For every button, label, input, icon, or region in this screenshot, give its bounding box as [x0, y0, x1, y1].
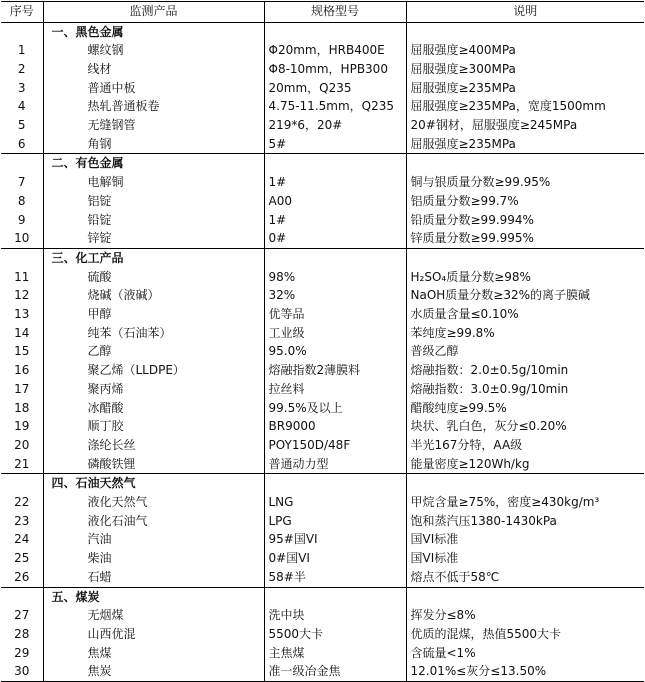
- row-product: 热轧普通板卷: [43, 97, 264, 116]
- row-index: 10: [14, 231, 30, 246]
- row-index: 21: [14, 456, 30, 471]
- row-index: 7: [17, 175, 26, 190]
- row-note: 铜与银质量分数≥99.95%: [406, 173, 644, 192]
- row-spec: 95.0%: [264, 342, 406, 361]
- category-name: 二、有色金属: [43, 154, 264, 173]
- row-note: 水质量含量≤0.10%: [406, 305, 644, 324]
- category-note-cell: [406, 587, 644, 606]
- category-note-cell: [406, 474, 644, 493]
- row-product: 焦炭: [43, 662, 264, 681]
- row-product: 山西优混: [43, 625, 264, 644]
- row-index: 30: [14, 664, 30, 679]
- row-spec: 0#国VI: [264, 549, 406, 568]
- row-index: 28: [14, 627, 30, 641]
- row-index: 2: [17, 61, 26, 76]
- row-index: 13: [14, 307, 30, 322]
- row-product: 液化天然气: [43, 493, 264, 512]
- table-body: [1, 22, 644, 682]
- row-note: 熔点不低于58℃: [406, 568, 644, 587]
- row-note: 20#钢材，屈服强度≥245MPa: [406, 116, 644, 135]
- row-note: 普级乙醇: [406, 342, 644, 361]
- header-index: 序号: [9, 4, 34, 19]
- table-row: [1, 417, 644, 436]
- row-note: 熔融指数：2.0±0.5g/10min: [406, 361, 644, 380]
- row-product: 铅锭: [43, 211, 264, 230]
- row-index: 17: [14, 381, 30, 396]
- row-note: 挥发分≤8%: [406, 606, 644, 625]
- row-spec: 普通动力型: [264, 455, 406, 474]
- row-note: 12.01%≤灰分≤13.50%: [406, 662, 644, 681]
- row-product: 涤纶长丝: [43, 436, 264, 455]
- row-spec: 4.75-11.5mm，Q235: [264, 97, 406, 116]
- row-spec: 99.5%及以上: [264, 399, 406, 418]
- row-product: 顺丁胶: [43, 417, 264, 436]
- row-product: 液化石油气: [43, 512, 264, 531]
- row-spec: LPG: [264, 512, 406, 531]
- row-spec: LNG: [264, 493, 406, 512]
- row-index: 5: [17, 118, 26, 133]
- table-row: [1, 399, 644, 418]
- header-product: 监测产品: [43, 2, 264, 23]
- table-row: [1, 324, 644, 343]
- row-index: 24: [14, 532, 30, 547]
- row-product: 无烟煤: [43, 606, 264, 625]
- table-row: [1, 380, 644, 399]
- table-row: [1, 493, 644, 512]
- row-index: 26: [14, 569, 30, 584]
- row-note: 能量密度≥120Wh/kg: [406, 455, 644, 474]
- category-name: 四、石油天然气: [43, 474, 264, 493]
- row-index: 11: [14, 269, 30, 284]
- row-note: 锌质量分数≥99.995%: [406, 229, 644, 248]
- table-row: [1, 97, 644, 116]
- row-index: 9: [17, 212, 26, 227]
- row-spec: 洗中块: [264, 606, 406, 625]
- row-product: 聚乙烯（LLDPE）: [43, 361, 264, 380]
- row-index: 20: [14, 437, 30, 452]
- row-product: 普通中板: [43, 79, 264, 98]
- row-spec: 219*6，20#: [264, 116, 406, 135]
- row-spec: 拉丝料: [264, 380, 406, 399]
- row-spec: 1#: [264, 211, 406, 230]
- row-note: 优质的混煤，热值5500大卡: [406, 625, 644, 644]
- row-spec: 58#半: [264, 568, 406, 587]
- category-row: [1, 22, 644, 41]
- category-note-cell: [406, 154, 644, 173]
- row-spec: POY150D/48F: [264, 436, 406, 455]
- header-note: 说明: [406, 2, 644, 23]
- row-note: 甲烷含量≥75%，密度≥430kg/m³: [406, 493, 644, 512]
- row-index: 27: [14, 608, 30, 623]
- category-spec-cell: [264, 474, 406, 493]
- row-product: 铝锭: [43, 192, 264, 211]
- table-row: [1, 606, 644, 625]
- row-spec: Φ20mm，HRB400E: [264, 41, 406, 60]
- row-note: NaOH质量分数≥32%的离子膜碱: [406, 286, 644, 305]
- row-product: 角钢: [43, 135, 264, 154]
- row-index: 14: [14, 325, 30, 340]
- category-name: 一、黑色金属: [43, 22, 264, 41]
- row-spec: 0#: [264, 229, 406, 248]
- category-row: [1, 587, 644, 606]
- table-row: [1, 192, 644, 211]
- row-note: 国VI标准: [406, 530, 644, 549]
- table-row: [1, 644, 644, 663]
- row-spec: 准一级冶金焦: [264, 662, 406, 681]
- table-row: [1, 305, 644, 324]
- row-index: 1: [17, 43, 26, 58]
- row-spec: 95#国VI: [264, 530, 406, 549]
- row-note: 屈服强度≥400MPa: [406, 41, 644, 60]
- row-spec: BR9000: [264, 417, 406, 436]
- row-index: 29: [14, 645, 30, 660]
- row-product: 冰醋酸: [43, 399, 264, 418]
- row-index: 8: [17, 193, 26, 208]
- row-product: 无缝钢管: [43, 116, 264, 135]
- category-row: [1, 474, 644, 493]
- price-monitoring-table: [1, 1, 644, 682]
- row-note: 醋酸纯度≥99.5%: [406, 399, 644, 418]
- category-index-cell: [1, 248, 43, 267]
- row-index: 25: [14, 551, 30, 566]
- row-product: 螺纹钢: [43, 41, 264, 60]
- row-product: 焦煤: [43, 644, 264, 663]
- category-name: 三、化工产品: [43, 248, 264, 267]
- row-index: 23: [14, 513, 30, 528]
- row-product: 电解铜: [43, 173, 264, 192]
- table-row: [1, 568, 644, 587]
- row-note: 熔融指数：3.0±0.9g/10min: [406, 380, 644, 399]
- table-row: [1, 173, 644, 192]
- row-note: H₂SO₄质量分数≥98%: [406, 268, 644, 287]
- row-spec: 5500大卡: [264, 625, 406, 644]
- row-note: 含硫量<1%: [406, 644, 644, 663]
- table-row: [1, 530, 644, 549]
- category-spec-cell: [264, 154, 406, 173]
- row-note: 屈服强度≥235MPa，宽度1500mm: [406, 97, 644, 116]
- row-spec: 熔融指数2薄膜料: [264, 361, 406, 380]
- table-row: [1, 116, 644, 135]
- row-note: 铝质量分数≥99.7%: [406, 192, 644, 211]
- row-spec: 32%: [264, 286, 406, 305]
- table-row: [1, 455, 644, 474]
- category-name: 五、煤炭: [43, 587, 264, 606]
- category-index-cell: [1, 154, 43, 173]
- row-note: 半光167分特，AA级: [406, 436, 644, 455]
- row-product: 汽油: [43, 530, 264, 549]
- table-row: [1, 286, 644, 305]
- header-row: [1, 2, 644, 23]
- category-index-cell: [1, 587, 43, 606]
- table-row: [1, 79, 644, 98]
- row-product: 甲醇: [43, 305, 264, 324]
- row-index: 3: [17, 80, 26, 95]
- table-row: [1, 268, 644, 287]
- category-row: [1, 248, 644, 267]
- row-spec: 20mm，Q235: [264, 79, 406, 98]
- row-note: 屈服强度≥300MPa: [406, 60, 644, 79]
- table-row: [1, 342, 644, 361]
- row-note: 屈服强度≥235MPa: [406, 135, 644, 154]
- category-index-cell: [1, 22, 43, 41]
- category-spec-cell: [264, 248, 406, 267]
- row-note: 饱和蒸汽压1380-1430kPa: [406, 512, 644, 531]
- table-row: [1, 625, 644, 644]
- row-product: 乙醇: [43, 342, 264, 361]
- row-product: 聚丙烯: [43, 380, 264, 399]
- row-index: 4: [17, 99, 26, 114]
- header-spec: 规格型号: [264, 2, 406, 23]
- table-row: [1, 211, 644, 230]
- row-product: 磷酸铁锂: [43, 455, 264, 474]
- row-product: 柴油: [43, 549, 264, 568]
- category-spec-cell: [264, 22, 406, 41]
- row-spec: 1#: [264, 173, 406, 192]
- table-row: [1, 229, 644, 248]
- table-row: [1, 512, 644, 531]
- table-row: [1, 436, 644, 455]
- table-row: [1, 549, 644, 568]
- table-row: [1, 41, 644, 60]
- row-spec: 5#: [264, 135, 406, 154]
- row-index: 12: [14, 288, 30, 303]
- row-note: 苯纯度≥99.8%: [406, 324, 644, 343]
- category-note-cell: [406, 22, 644, 41]
- row-product: 石蜡: [43, 568, 264, 587]
- category-index-cell: [1, 474, 43, 493]
- row-product: 纯苯（石油苯）: [43, 324, 264, 343]
- row-index: 22: [14, 495, 30, 510]
- row-index: 19: [14, 419, 30, 434]
- row-note: 屈服强度≥235MPa: [406, 79, 644, 98]
- row-index: 15: [14, 344, 30, 359]
- table-row: [1, 662, 644, 681]
- row-note: 铅质量分数≥99.994%: [406, 211, 644, 230]
- row-product: 烧碱（液碱）: [43, 286, 264, 305]
- row-index: 6: [17, 136, 26, 151]
- row-index: 16: [14, 363, 30, 378]
- row-spec: 98%: [264, 268, 406, 287]
- row-note: 块状、乳白色，灰分≤0.20%: [406, 417, 644, 436]
- row-spec: Φ8-10mm，HPB300: [264, 60, 406, 79]
- table-row: [1, 135, 644, 154]
- row-product: 线材: [43, 60, 264, 79]
- row-spec: 工业级: [264, 324, 406, 343]
- row-note: 国VI标准: [406, 549, 644, 568]
- row-index: 18: [14, 400, 30, 415]
- row-spec: 优等品: [264, 305, 406, 324]
- category-spec-cell: [264, 587, 406, 606]
- table-row: [1, 361, 644, 380]
- row-product: 锌锭: [43, 229, 264, 248]
- category-row: [1, 154, 644, 173]
- category-note-cell: [406, 248, 644, 267]
- table-row: [1, 60, 644, 79]
- row-spec: A00: [264, 192, 406, 211]
- row-spec: 主焦煤: [264, 644, 406, 663]
- row-product: 硫酸: [43, 268, 264, 287]
